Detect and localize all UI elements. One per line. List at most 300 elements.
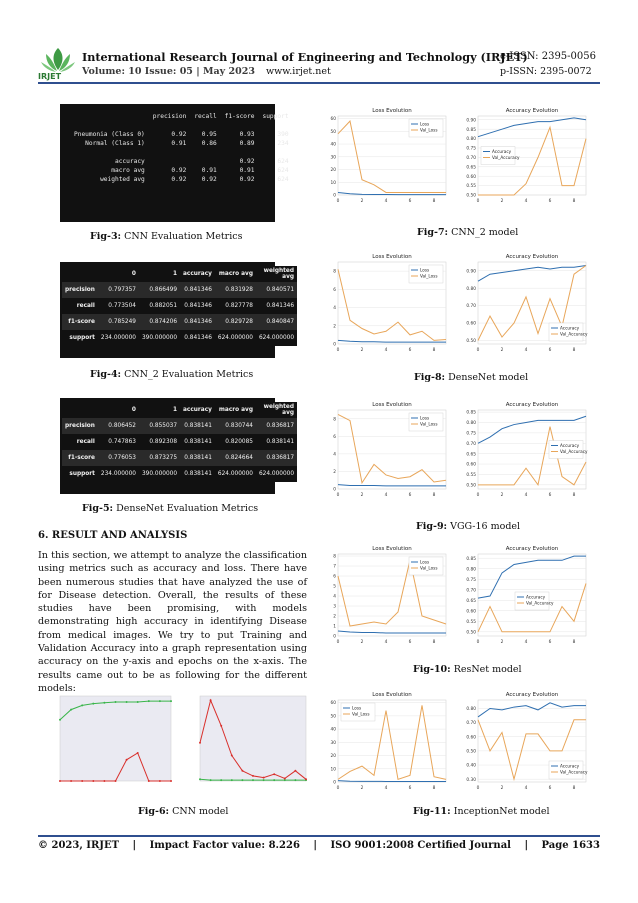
fig5-cell: 0.747863 bbox=[108, 439, 136, 445]
data-point bbox=[115, 701, 117, 703]
fig3-cell: 0.93 bbox=[239, 131, 255, 138]
fig11-caption-label: Fig-11: bbox=[413, 806, 451, 817]
legend-label: Val_Accuracy bbox=[492, 155, 520, 160]
y-tick-label: 10 bbox=[330, 767, 336, 773]
data-point bbox=[241, 770, 243, 772]
x-tick-label: 4 bbox=[524, 199, 528, 204]
legend-label: Accuracy bbox=[560, 443, 580, 448]
x-tick-label: 6 bbox=[408, 348, 412, 353]
fig4-cell: 0.874206 bbox=[139, 314, 180, 330]
fig7-caption-text: CNN_2 model bbox=[448, 227, 519, 238]
x-tick-label: 4 bbox=[524, 348, 528, 353]
fig11-caption-text: InceptionNet model bbox=[450, 806, 550, 817]
y-tick-label: 0.60 bbox=[466, 174, 476, 180]
fig4-caption bbox=[90, 369, 253, 380]
fig7-loss-chart bbox=[318, 104, 450, 209]
data-point bbox=[241, 779, 243, 781]
x-tick-label: 0 bbox=[336, 786, 340, 791]
x-tick-label: 0 bbox=[336, 640, 340, 645]
y-tick-label: 10 bbox=[330, 180, 336, 186]
x-tick-label: 8 bbox=[572, 640, 576, 645]
y-tick-label: 0.50 bbox=[466, 193, 476, 199]
x-tick-label: 0 bbox=[336, 348, 340, 353]
legend-label: Loss bbox=[420, 559, 430, 565]
y-tick-label: 5 bbox=[333, 584, 336, 590]
chart-title: Accuracy Evolution bbox=[505, 692, 559, 698]
y-tick-label: 0.70 bbox=[466, 441, 476, 447]
fig3-cell bbox=[149, 157, 191, 166]
y-tick-label: 0 bbox=[333, 342, 336, 348]
fig4-cell: 624.000000 bbox=[217, 335, 253, 341]
fig3-cell: 0.91 bbox=[239, 167, 255, 174]
legend-label: Loss bbox=[420, 267, 430, 273]
data-point bbox=[263, 779, 265, 781]
fig5-cell: 0.776053 bbox=[98, 450, 139, 466]
y-tick-label: 0.80 bbox=[466, 286, 476, 292]
fig5-caption-text: DenseNet Evaluation Metrics bbox=[113, 503, 259, 514]
fig4-cell: 0.866499 bbox=[139, 282, 180, 298]
fig9-caption-label: Fig-9: bbox=[416, 521, 448, 532]
x-tick-label: 4 bbox=[524, 493, 528, 498]
y-tick-label: 0.50 bbox=[466, 339, 476, 345]
fig5-header bbox=[62, 402, 98, 418]
fig9-caption-text: VGG-16 model bbox=[447, 521, 521, 532]
y-tick-label: 0.30 bbox=[466, 777, 476, 783]
y-tick-label: 8 bbox=[333, 554, 336, 560]
x-tick-label: 6 bbox=[548, 348, 552, 353]
x-tick-label: 4 bbox=[384, 199, 388, 204]
legend-label: Loss bbox=[420, 121, 430, 127]
data-point bbox=[231, 779, 233, 781]
fig5-cell: 0.838141 bbox=[180, 418, 215, 434]
fig4-metrics-table bbox=[62, 266, 297, 346]
fig3-header: precision bbox=[152, 113, 187, 120]
fig5-header: accuracy bbox=[183, 407, 212, 413]
footer-page-number: Page 1633 bbox=[541, 840, 600, 851]
x-tick-label: 0 bbox=[336, 493, 340, 498]
data-point bbox=[59, 780, 61, 782]
data-point bbox=[92, 780, 94, 782]
fig3-cell: 0.95 bbox=[201, 131, 217, 138]
x-tick-label: 0 bbox=[336, 199, 340, 204]
y-tick-label: 0.80 bbox=[466, 421, 476, 427]
chart-title: Accuracy Evolution bbox=[505, 546, 559, 552]
data-point bbox=[59, 719, 61, 721]
fig4-header: accuracy bbox=[183, 271, 212, 277]
fig3-cell: 0.91 bbox=[201, 167, 217, 174]
fig5-cell: 390.000000 bbox=[141, 471, 178, 477]
fig4-header bbox=[62, 266, 98, 282]
fig3-caption-text: CNN Evaluation Metrics bbox=[121, 231, 243, 242]
legend-label: Loss bbox=[420, 415, 430, 421]
x-tick-label: 6 bbox=[548, 640, 552, 645]
fig3-cell: 0.92 bbox=[171, 131, 187, 138]
y-tick-label: 0.65 bbox=[466, 598, 476, 604]
y-tick-label: 0.60 bbox=[466, 462, 476, 468]
fig4-cell: 0.797357 bbox=[98, 282, 139, 298]
fig4-header: 0 bbox=[131, 271, 136, 277]
data-point bbox=[199, 778, 201, 780]
x-tick-label: 0 bbox=[476, 199, 480, 204]
data-point bbox=[294, 779, 296, 781]
fig3-cell: 624 bbox=[277, 176, 289, 183]
x-tick-label: 8 bbox=[432, 493, 436, 498]
data-point bbox=[210, 699, 212, 701]
x-tick-label: 8 bbox=[432, 786, 436, 791]
y-tick-label: 0.85 bbox=[466, 410, 476, 416]
y-tick-label: 4 bbox=[333, 452, 336, 458]
y-tick-label: 0.60 bbox=[466, 609, 476, 615]
x-tick-label: 4 bbox=[384, 493, 388, 498]
data-point bbox=[170, 700, 172, 702]
x-tick-label: 4 bbox=[524, 786, 528, 791]
data-point bbox=[294, 770, 296, 772]
y-tick-label: 0 bbox=[333, 780, 336, 786]
fig10-caption bbox=[413, 664, 522, 675]
x-tick-label: 4 bbox=[384, 640, 388, 645]
chart-title: Accuracy Evolution bbox=[505, 108, 559, 114]
x-tick-label: 4 bbox=[384, 786, 388, 791]
fig4-cell: 0.840847 bbox=[256, 314, 297, 330]
fig5-cell: 0.806452 bbox=[98, 418, 139, 434]
y-tick-label: 0.55 bbox=[466, 619, 476, 625]
x-tick-label: 6 bbox=[548, 493, 552, 498]
fig4-cell: 0.785249 bbox=[98, 314, 139, 330]
legend-label: Val_Loss bbox=[352, 711, 370, 717]
data-point bbox=[284, 779, 286, 781]
fig3-header: f1-score bbox=[224, 113, 255, 120]
fig9-caption bbox=[416, 521, 520, 532]
x-tick-label: 2 bbox=[500, 348, 504, 353]
fig5-cell: 0.824664 bbox=[215, 450, 256, 466]
fig4-header: weighted avg bbox=[263, 268, 295, 280]
y-tick-label: 50 bbox=[330, 714, 336, 720]
y-tick-label: 60 bbox=[330, 117, 336, 123]
header-rule bbox=[38, 82, 600, 84]
fig8-accuracy-chart bbox=[458, 250, 590, 358]
fig3-classification-report bbox=[60, 104, 289, 222]
fig4-caption-text: CNN_2 Evaluation Metrics bbox=[121, 369, 254, 380]
footer-separator: | bbox=[313, 840, 317, 851]
legend-label: Accuracy bbox=[526, 594, 546, 600]
fig4-cell: 624.000000 bbox=[258, 335, 295, 341]
fig4-row-label: precision bbox=[62, 282, 98, 298]
y-tick-label: 0.40 bbox=[466, 763, 476, 769]
y-tick-label: 0.55 bbox=[466, 473, 476, 479]
x-tick-label: 8 bbox=[432, 199, 436, 204]
fig4-cell: 0.882051 bbox=[149, 303, 178, 309]
fig6-caption bbox=[138, 806, 228, 817]
fig4-cell: 0.831928 bbox=[215, 282, 256, 298]
data-point bbox=[263, 777, 265, 779]
data-point bbox=[159, 780, 161, 782]
y-tick-label: 20 bbox=[330, 754, 336, 760]
legend-label: Val_Loss bbox=[420, 421, 438, 427]
chart-title: Loss Evolution bbox=[372, 546, 412, 552]
plot-area bbox=[200, 696, 306, 781]
fig3-cell bbox=[190, 157, 220, 166]
fig3-cell: 624 bbox=[277, 158, 289, 165]
fig3-cell: 0.86 bbox=[201, 140, 217, 147]
y-tick-label: 0.60 bbox=[466, 321, 476, 327]
fig4-header: 1 bbox=[172, 271, 178, 277]
y-tick-label: 0 bbox=[333, 193, 336, 199]
y-tick-label: 0.75 bbox=[466, 431, 476, 437]
fig6-caption-text: CNN model bbox=[169, 806, 229, 817]
fig4-row-label: recall bbox=[76, 303, 95, 309]
y-tick-label: 0.90 bbox=[466, 118, 476, 124]
fig3-cell: 0.91 bbox=[171, 140, 187, 147]
fig3-row-label: Pneumonia (Class 0) bbox=[74, 131, 145, 138]
fig5-cell: 234.000000 bbox=[100, 471, 136, 477]
x-tick-label: 4 bbox=[524, 640, 528, 645]
data-point bbox=[70, 780, 72, 782]
fig4-metrics-table-wrap bbox=[60, 262, 295, 358]
legend-label: Accuracy bbox=[560, 763, 580, 769]
y-tick-label: 0.50 bbox=[466, 749, 476, 755]
fig3-cell: 0.89 bbox=[239, 140, 255, 147]
fig6-caption-label: Fig-6: bbox=[138, 806, 170, 817]
chart-title: Accuracy Evolution bbox=[505, 402, 559, 408]
y-tick-label: 30 bbox=[330, 155, 336, 161]
y-tick-label: 0.80 bbox=[466, 707, 476, 713]
fig10-caption-label: Fig-10: bbox=[413, 664, 451, 675]
y-tick-label: 0.50 bbox=[466, 630, 476, 636]
x-tick-label: 2 bbox=[500, 640, 504, 645]
x-tick-label: 2 bbox=[500, 786, 504, 791]
x-tick-label: 8 bbox=[432, 348, 436, 353]
y-tick-label: 0.55 bbox=[466, 184, 476, 190]
e-issn: e-ISSN: 2395-0056 bbox=[500, 51, 596, 62]
y-tick-label: 0.70 bbox=[466, 721, 476, 727]
x-tick-label: 2 bbox=[360, 640, 364, 645]
data-point bbox=[126, 759, 128, 761]
y-tick-label: 30 bbox=[330, 740, 336, 746]
fig3-row-label: Normal (Class 1) bbox=[85, 140, 145, 147]
fig4-cell: 0.841346 bbox=[184, 303, 212, 309]
y-tick-label: 0 bbox=[333, 634, 336, 640]
x-tick-label: 0 bbox=[476, 640, 480, 645]
data-point bbox=[137, 752, 139, 754]
fig4-cell: 0.840571 bbox=[256, 282, 297, 298]
legend-label: Val_Loss bbox=[420, 127, 438, 133]
fig7-accuracy-chart bbox=[458, 104, 590, 209]
y-tick-label: 60 bbox=[330, 701, 336, 707]
fig3-cell: 0.92 bbox=[171, 176, 187, 183]
fig8-caption-label: Fig-8: bbox=[414, 372, 446, 383]
y-tick-label: 4 bbox=[333, 594, 336, 600]
y-tick-label: 0.65 bbox=[466, 165, 476, 171]
fig3-cell: 624 bbox=[277, 167, 289, 174]
fig5-header: weighted avg bbox=[263, 404, 295, 416]
x-tick-label: 8 bbox=[572, 199, 576, 204]
fig3-row-label: weighted avg bbox=[100, 176, 145, 183]
y-tick-label: 0.80 bbox=[466, 137, 476, 143]
fig5-header: 1 bbox=[172, 407, 178, 413]
footer-separator: | bbox=[524, 840, 529, 851]
fig5-cell: 0.820085 bbox=[225, 439, 253, 445]
y-tick-label: 0.75 bbox=[466, 577, 476, 583]
data-point bbox=[103, 780, 105, 782]
fig3-cell: 390 bbox=[277, 131, 289, 138]
fig10-accuracy-chart bbox=[458, 542, 590, 650]
y-tick-label: 8 bbox=[333, 417, 336, 423]
x-tick-label: 6 bbox=[408, 493, 412, 498]
website-link[interactable]: www.irjet.net bbox=[266, 66, 331, 77]
fig5-header: 0 bbox=[131, 407, 136, 413]
fig5-cell: 0.830744 bbox=[215, 418, 256, 434]
p-issn: p-ISSN: 2395-0072 bbox=[500, 66, 592, 77]
fig8-loss-chart bbox=[318, 250, 450, 358]
fig6-accuracy-chart bbox=[40, 690, 175, 795]
footer-rule bbox=[38, 835, 600, 837]
y-tick-label: 50 bbox=[330, 129, 336, 135]
fig3-cell: 0.92 bbox=[201, 176, 217, 183]
y-tick-label: 0.70 bbox=[466, 155, 476, 161]
fig5-header: macro avg bbox=[218, 407, 253, 413]
y-tick-label: 4 bbox=[333, 306, 336, 312]
fig4-cell: 0.841346 bbox=[184, 335, 212, 341]
x-tick-label: 8 bbox=[432, 640, 436, 645]
data-point bbox=[252, 775, 254, 777]
fig3-cell: 234 bbox=[277, 140, 289, 147]
fig4-cell: 390.000000 bbox=[141, 335, 178, 341]
fig10-caption-text: ResNet model bbox=[450, 664, 522, 675]
x-tick-label: 2 bbox=[360, 786, 364, 791]
data-point bbox=[170, 780, 172, 782]
y-tick-label: 0.50 bbox=[466, 483, 476, 489]
section-paragraph: In this section, we attempt to analyze the classification using metrics such as accuracy and loss. There have been numerous studies that have analyzed the use of for Disease detection. Overall, the results of these studies have been promising, with models demonstrating high accuracy in identifying Disease from medical images. We try to put Training and Validation Accuracy into a graph representation using accuracy on the y-axis and epochs on the x-axis. The results came out to be as following for the different models: bbox=[38, 550, 307, 694]
data-point bbox=[284, 777, 286, 779]
legend-label: Accuracy bbox=[560, 325, 580, 331]
y-tick-label: 6 bbox=[333, 574, 336, 580]
fig5-cell: 624.000000 bbox=[258, 471, 295, 477]
fig4-caption-label: Fig-4: bbox=[90, 369, 122, 380]
fig5-cell: 0.838141 bbox=[180, 450, 215, 466]
data-point bbox=[252, 779, 254, 781]
fig11-caption bbox=[413, 806, 550, 817]
y-tick-label: 0.85 bbox=[466, 556, 476, 562]
y-tick-label: 0.70 bbox=[466, 588, 476, 594]
fig3-row-label: accuracy bbox=[114, 158, 145, 165]
y-tick-label: 40 bbox=[330, 142, 336, 148]
footer-copyright: © 2023, IRJET bbox=[38, 840, 120, 851]
legend-label: Val_Loss bbox=[420, 273, 438, 279]
fig4-cell: 0.827778 bbox=[225, 303, 253, 309]
data-point bbox=[137, 701, 139, 703]
x-tick-label: 8 bbox=[572, 348, 576, 353]
legend-label: Loss bbox=[352, 705, 362, 711]
y-tick-label: 8 bbox=[333, 269, 336, 275]
data-point bbox=[81, 704, 83, 706]
fig3-header: recall bbox=[194, 113, 217, 120]
x-tick-label: 2 bbox=[360, 199, 364, 204]
x-tick-label: 0 bbox=[476, 493, 480, 498]
fig4-header: macro avg bbox=[218, 271, 253, 277]
fig4-cell: 0.829728 bbox=[215, 314, 256, 330]
fig7-caption-label: Fig-7: bbox=[417, 227, 449, 238]
fig4-cell: 0.773504 bbox=[108, 303, 136, 309]
fig5-metrics-table bbox=[62, 402, 297, 482]
footer-impact-factor: Impact Factor value: 8.226 bbox=[149, 840, 300, 851]
fig5-metrics-table-wrap bbox=[60, 398, 295, 494]
fig5-cell: 0.836817 bbox=[256, 418, 297, 434]
y-tick-label: 0 bbox=[333, 487, 336, 493]
data-point bbox=[126, 701, 128, 703]
fig5-cell: 0.892308 bbox=[149, 439, 178, 445]
fig7-caption bbox=[417, 227, 518, 238]
fig5-caption bbox=[82, 503, 258, 514]
y-tick-label: 6 bbox=[333, 434, 336, 440]
data-point bbox=[305, 778, 307, 780]
data-point bbox=[115, 780, 117, 782]
fig8-caption-text: DenseNet model bbox=[445, 372, 529, 383]
fig3-cell: 0.92 bbox=[239, 176, 255, 183]
data-point bbox=[210, 779, 212, 781]
fig9-loss-chart bbox=[318, 398, 450, 503]
fig5-cell: 0.838141 bbox=[266, 439, 295, 445]
fig11-loss-chart bbox=[318, 688, 450, 796]
fig5-caption-label: Fig-5: bbox=[82, 503, 114, 514]
volume-issue: Volume: 10 Issue: 05 | May 2023 bbox=[82, 66, 255, 77]
footer-iso: ISO 9001:2008 Certified Journal bbox=[330, 840, 511, 851]
data-point bbox=[220, 779, 222, 781]
x-tick-label: 6 bbox=[408, 786, 412, 791]
plot-area bbox=[60, 696, 171, 781]
data-point bbox=[273, 773, 275, 775]
footer-separator: | bbox=[132, 840, 137, 851]
fig5-cell: 0.838141 bbox=[184, 439, 212, 445]
fig4-cell: 0.841346 bbox=[180, 314, 215, 330]
fig5-row-label: support bbox=[69, 471, 95, 477]
fig3-caption-label: Fig-3: bbox=[90, 231, 122, 242]
data-point bbox=[148, 700, 150, 702]
x-tick-label: 8 bbox=[572, 493, 576, 498]
fig5-cell: 0.873275 bbox=[139, 450, 180, 466]
chart-title: Accuracy Evolution bbox=[505, 254, 559, 260]
x-tick-label: 6 bbox=[548, 786, 552, 791]
logo-wordmark: IRJET bbox=[38, 72, 62, 81]
x-tick-label: 2 bbox=[500, 199, 504, 204]
x-tick-label: 8 bbox=[572, 786, 576, 791]
y-tick-label: 0.90 bbox=[466, 269, 476, 275]
fig10-loss-chart bbox=[318, 542, 450, 650]
y-tick-label: 0.85 bbox=[466, 127, 476, 133]
fig3-cell: 0.92 bbox=[171, 167, 187, 174]
y-tick-label: 6 bbox=[333, 287, 336, 293]
chart-title: Loss Evolution bbox=[372, 254, 412, 260]
legend-label: Accuracy bbox=[492, 149, 512, 154]
x-tick-label: 4 bbox=[384, 348, 388, 353]
data-point bbox=[159, 700, 161, 702]
y-tick-label: 2 bbox=[333, 324, 336, 330]
fig4-cell: 234.000000 bbox=[100, 335, 136, 341]
fig5-cell: 0.836817 bbox=[256, 450, 297, 466]
y-tick-label: 2 bbox=[333, 470, 336, 476]
journal-title: International Research Journal of Engineering and Technology (IRJET) bbox=[82, 50, 528, 64]
legend-label: Val_Accuracy bbox=[560, 769, 588, 775]
y-tick-label: 0.75 bbox=[466, 146, 476, 152]
y-tick-label: 0.65 bbox=[466, 452, 476, 458]
y-tick-label: 7 bbox=[333, 564, 336, 570]
x-tick-label: 0 bbox=[476, 348, 480, 353]
legend-label: Val_Accuracy bbox=[526, 600, 554, 606]
y-tick-label: 20 bbox=[330, 168, 336, 174]
x-tick-label: 6 bbox=[408, 199, 412, 204]
data-point bbox=[148, 780, 150, 782]
legend-label: Val_Loss bbox=[420, 565, 438, 571]
fig4-cell: 0.841346 bbox=[180, 282, 215, 298]
